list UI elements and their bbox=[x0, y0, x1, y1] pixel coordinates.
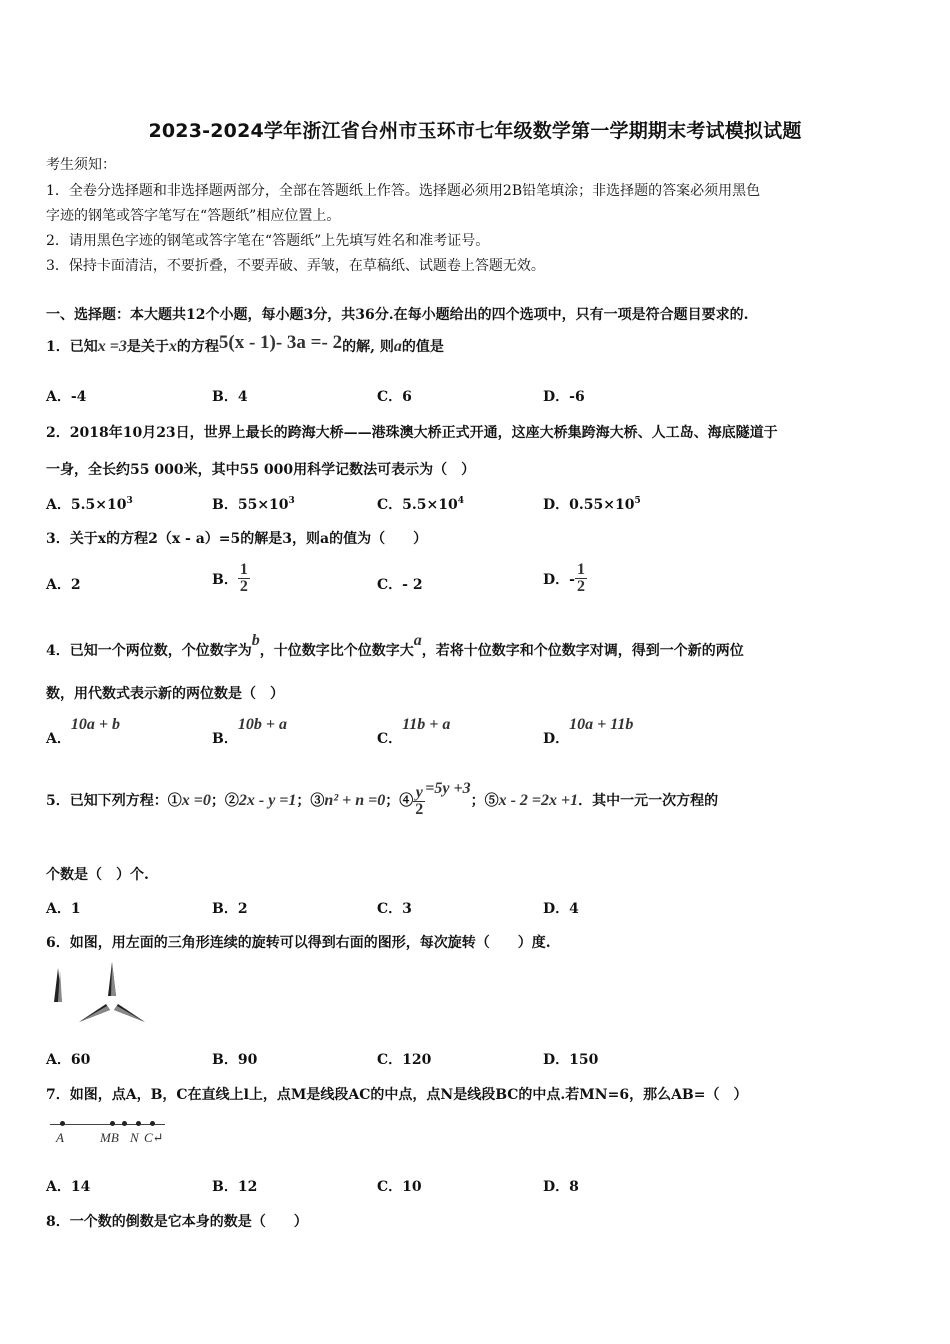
question-1 bbox=[46, 332, 444, 356]
notice-line-1b: 字迹的钢笔或答字笔写在“答题纸”相应位置上。 bbox=[46, 208, 341, 224]
q1-math-2: x bbox=[168, 338, 177, 355]
q3-option-d: D．- $\frac{1}{2}$ bbox=[543, 561, 585, 595]
rotation-figure bbox=[46, 958, 156, 1028]
q7-option-c: C．10 bbox=[377, 1179, 422, 1195]
label-c: C↵ bbox=[144, 1130, 164, 1145]
q7-option-b: B．12 bbox=[212, 1179, 258, 1195]
q3-option-a: A．2 bbox=[46, 577, 81, 593]
q1-text-4: 的解, 则 bbox=[342, 339, 394, 355]
q6-text: 6．如图，用左面的三角形连续的旋转可以得到右面的图形，每次旋转（ ）度. bbox=[46, 935, 551, 951]
label-n: N bbox=[130, 1130, 139, 1145]
q7-option-d: D．8 bbox=[543, 1179, 579, 1195]
page-title: 2023-2024学年浙江省台州市玉环市七年级数学第一学期期末考试模拟试题 bbox=[148, 120, 802, 142]
label-mb: MB bbox=[100, 1130, 119, 1145]
q1-math-3: 5(x - 1)- 3a =- 2 bbox=[218, 332, 343, 353]
q1-text-5: 的值是 bbox=[401, 339, 444, 355]
q3-option-b: B． $\frac{1}{2}$ bbox=[212, 561, 248, 595]
q6-option-a: A．60 bbox=[46, 1052, 91, 1068]
line-l bbox=[50, 1124, 165, 1125]
q2-option-b: B．$55\times 10^3$ bbox=[212, 496, 295, 513]
q2-line-2: 一身，全长约55 000米，其中55 000用科学记数法可表示为（ ） bbox=[46, 462, 476, 478]
q2-option-d: D．$0.55\times 10^5$ bbox=[543, 496, 641, 513]
q5-option-c: C．3 bbox=[377, 901, 412, 917]
q2-option-c: C．$5.5\times 10^4$ bbox=[377, 496, 464, 513]
q1-option-d: D．-6 bbox=[543, 389, 585, 405]
q7-option-a: A．14 bbox=[46, 1179, 91, 1195]
q5-line-2: 个数是（ ）个. bbox=[46, 867, 149, 883]
q5-option-a: A．1 bbox=[46, 901, 81, 917]
q6-option-b: B．90 bbox=[212, 1052, 258, 1068]
q3-option-c: C．- 2 bbox=[377, 577, 423, 593]
section-heading: 一、选择题：本大题共12个小题，每小题3分，共36分.在每小题给出的四个选项中，只有一项是符合题目要求的. bbox=[46, 307, 749, 323]
q6-option-d: D．150 bbox=[543, 1052, 599, 1068]
line-segment-figure bbox=[50, 1118, 170, 1152]
notice-line-3: 3．保持卡面清洁，不要折叠，不要弄破、弄皱，在草稿纸、试题卷上答题无效。 bbox=[46, 258, 545, 274]
q4-option-d: D．10a + 11b bbox=[543, 716, 634, 747]
q1-text-3: 的方程 bbox=[176, 339, 219, 355]
q8-text: 8．一个数的倒数是它本身的数是（ ） bbox=[46, 1214, 308, 1230]
q4-line-1: 4．已知一个两位数，个位数字为b，十位数字比个位数字大a，若将十位数字和个位数字对调，得到一个新的两位 bbox=[46, 632, 744, 659]
q1-option-a: A．-4 bbox=[46, 389, 87, 405]
q1-math-1: x =3 bbox=[97, 338, 127, 355]
q5-line-1: 5．已知下列方程：①x =0；②2x - y =1；③n² + n =0；④ $\frac{y}{2}$ =5y +3；⑤x - 2 =2x +1．其中一元一次方程的 bbox=[46, 780, 719, 818]
q5-fraction: $\frac{y}{2}$ bbox=[415, 783, 424, 818]
q3-b-fraction: $\frac{1}{2}$ bbox=[239, 561, 248, 595]
q3-text: 3．关于x的方程2（x - a）=5的解是3，则a的值为（ ） bbox=[46, 531, 428, 547]
rotated-triangles bbox=[79, 962, 145, 1022]
q4-option-b: B．10b + a bbox=[212, 716, 287, 747]
notice-heading: 考生须知： bbox=[46, 157, 116, 173]
q2-option-a: A．$5.5\times 10^3$ bbox=[46, 496, 133, 513]
q1-option-c: C．6 bbox=[377, 389, 412, 405]
q1-text-1: 1．已知 bbox=[46, 339, 98, 355]
q4-option-a: A．10a + b bbox=[46, 716, 120, 747]
q3-d-fraction: $\frac{1}{2}$ bbox=[576, 561, 585, 595]
q6-option-c: C．120 bbox=[377, 1052, 432, 1068]
q5-option-d: D．4 bbox=[543, 901, 579, 917]
q4-line-2: 数，用代数式表示新的两位数是（ ） bbox=[46, 686, 284, 702]
q1-math-4: a bbox=[393, 338, 402, 355]
notice-line-2: 2．请用黑色字迹的钢笔或答字笔在“答题纸”上先填写姓名和准考证号。 bbox=[46, 233, 490, 249]
q5-option-b: B．2 bbox=[212, 901, 248, 917]
q1-text-2: 是关于 bbox=[126, 339, 169, 355]
q4-math-b: b bbox=[251, 632, 260, 649]
q2-line-1: 2．2018年10月23日，世界上最长的跨海大桥——港珠澳大桥正式开通，这座大桥集跨海大桥、人工岛、海底隧道于 bbox=[46, 425, 778, 441]
notice-line-1a: 1．全卷分选择题和非选择题两部分，全部在答题纸上作答。选择题必须用2B铅笔填涂；非选择题的答案必须用黑色 bbox=[46, 183, 761, 199]
q4-math-a: a bbox=[413, 632, 422, 649]
label-a: A bbox=[56, 1130, 64, 1145]
q7-text: 7．如图，点A，B，C在直线上l上，点M是线段AC的中点，点N是线段BC的中点.若MN=6，那么AB=（ ） bbox=[46, 1087, 748, 1103]
q4-option-c: C．11b + a bbox=[377, 716, 451, 747]
q1-option-b: B．4 bbox=[212, 389, 248, 405]
